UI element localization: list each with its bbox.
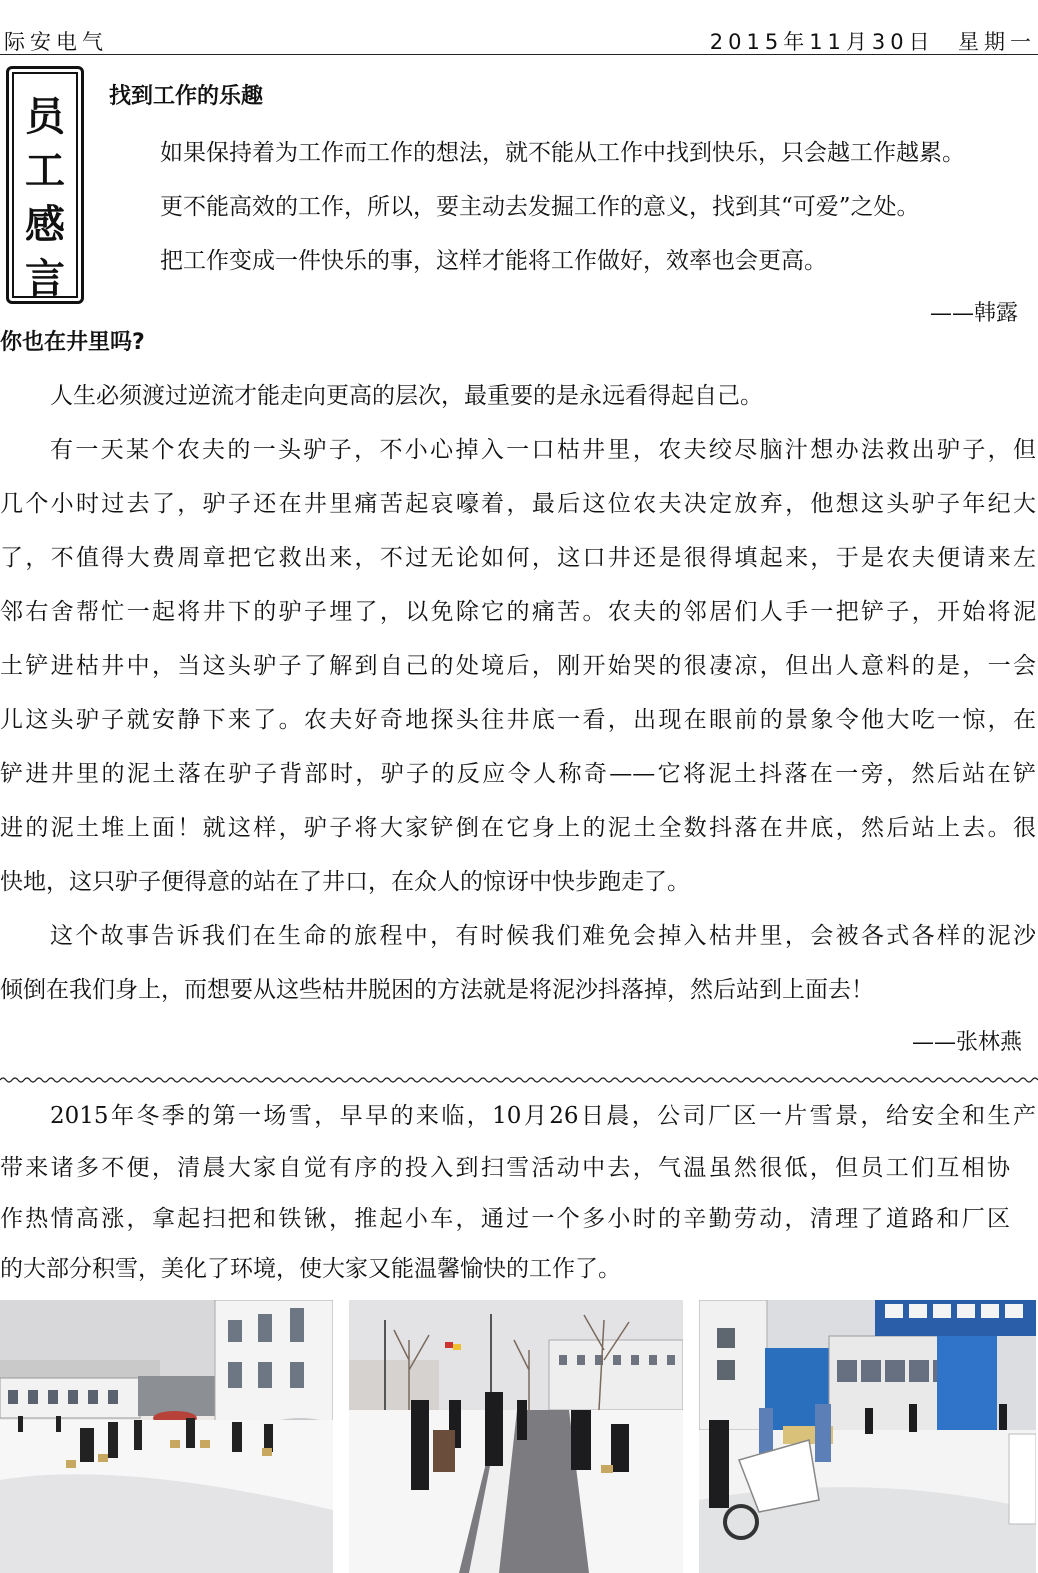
paragraph-line: 快地，这只驴子便得意的站在了井口，在众人的惊讶中快步跑走了。 xyxy=(0,869,690,895)
paragraph-line: 如果保持着为工作而工作的想法，就不能从工作中找到快乐，只会越工作越累。 xyxy=(160,140,965,166)
snow-photo-1 xyxy=(0,1300,333,1573)
paragraph-line: 倾倒在我们身上，而想要从这些枯井脱困的方法就是将泥沙抖落掉，然后站到上面去！ xyxy=(0,977,874,1003)
paragraph-line: 人生必须渡过逆流才能走向更高的层次，最重要的是永远看得起自己。 xyxy=(50,383,763,409)
paragraph-line: 了，不值得大费周章把它救出来，不过无论如何，这口井还是很得填起来，于是农夫便请来左 xyxy=(0,545,1036,571)
snow-photo-3 xyxy=(699,1300,1036,1573)
author-signature: ——韩露 xyxy=(929,301,1018,326)
seal-char: 感 xyxy=(25,202,65,248)
paragraph-line: 2015年冬季的第一场雪，早早的来临，10月26日晨，公司厂区一片雪景，给安全和生产 xyxy=(50,1103,1036,1129)
paragraph-line: 的大部分积雪，美化了环境，使大家又能温馨愉快的工作了。 xyxy=(0,1256,621,1282)
column-seal xyxy=(6,66,84,304)
date-text: 2015年11月30日 xyxy=(709,30,935,54)
paragraph-line: 带来诸多不便，清晨大家自觉有序的投入到扫雪活动中去，气温虽然很低，但员工们互相协 xyxy=(0,1155,1010,1181)
paragraph-line: 儿这头驴子就安静下来了。农夫好奇地探头往井底一看，出现在眼前的景象令他大吃一惊，在 xyxy=(0,707,1036,733)
paragraph-line: 土铲进枯井中，当这头驴子了解到自己的处境后，刚开始哭的很凄凉，但出人意料的是，一会 xyxy=(0,653,1036,679)
seal-char: 员 xyxy=(25,94,65,140)
seal-char: 工 xyxy=(25,148,65,194)
article-title: 你也在井里吗? xyxy=(0,330,145,355)
issue-date xyxy=(710,26,1036,56)
page-header xyxy=(0,24,1038,55)
paragraph-line: 几个小时过去了，驴子还在井里痛苦起哀嚎着，最后这位农夫决定放弃，他想这头驴子年纪大 xyxy=(0,491,1036,517)
paragraph-line: 作热情高涨，拿起扫把和铁锹，推起小车，通过一个多小时的辛勤劳动，清理了道路和厂区 xyxy=(0,1206,1010,1232)
company-name: 际安电气 xyxy=(4,30,108,54)
paragraph-line: 进的泥土堆上面！就这样，驴子将大家铲倒在它身上的泥土全数抖落在井底，然后站上去。很 xyxy=(0,815,1036,841)
paragraph-line: 更不能高效的工作，所以，要主动去发掘工作的意义，找到其“可爱”之处。 xyxy=(160,194,920,220)
paragraph-line: 铲进井里的泥土落在驴子背部时，驴子的反应令人称奇——它将泥土抖落在一旁，然后站在铲 xyxy=(0,761,1036,787)
paragraph-line: 邻右舍帮忙一起将井下的驴子埋了，以免除它的痛苦。农夫的邻居们人手一把铲子，开始将泥 xyxy=(0,599,1036,625)
seal-char: 言 xyxy=(25,256,65,302)
weekday-text: 星期一 xyxy=(958,30,1036,54)
wavy-divider xyxy=(0,1070,1038,1080)
article-title: 找到工作的乐趣 xyxy=(109,84,264,109)
paragraph-line: 把工作变成一件快乐的事，这样才能将工作做好，效率也会更高。 xyxy=(160,248,827,274)
paragraph-line: 有一天某个农夫的一头驴子，不小心掉入一口枯井里，农夫绞尽脑汁想办法救出驴子，但 xyxy=(50,437,1036,463)
paragraph-line: 这个故事告诉我们在生命的旅程中，有时候我们难免会掉入枯井里，会被各式各样的泥沙 xyxy=(50,923,1036,949)
author-signature: ——张林燕 xyxy=(911,1030,1022,1055)
snow-photo-2 xyxy=(349,1300,683,1573)
